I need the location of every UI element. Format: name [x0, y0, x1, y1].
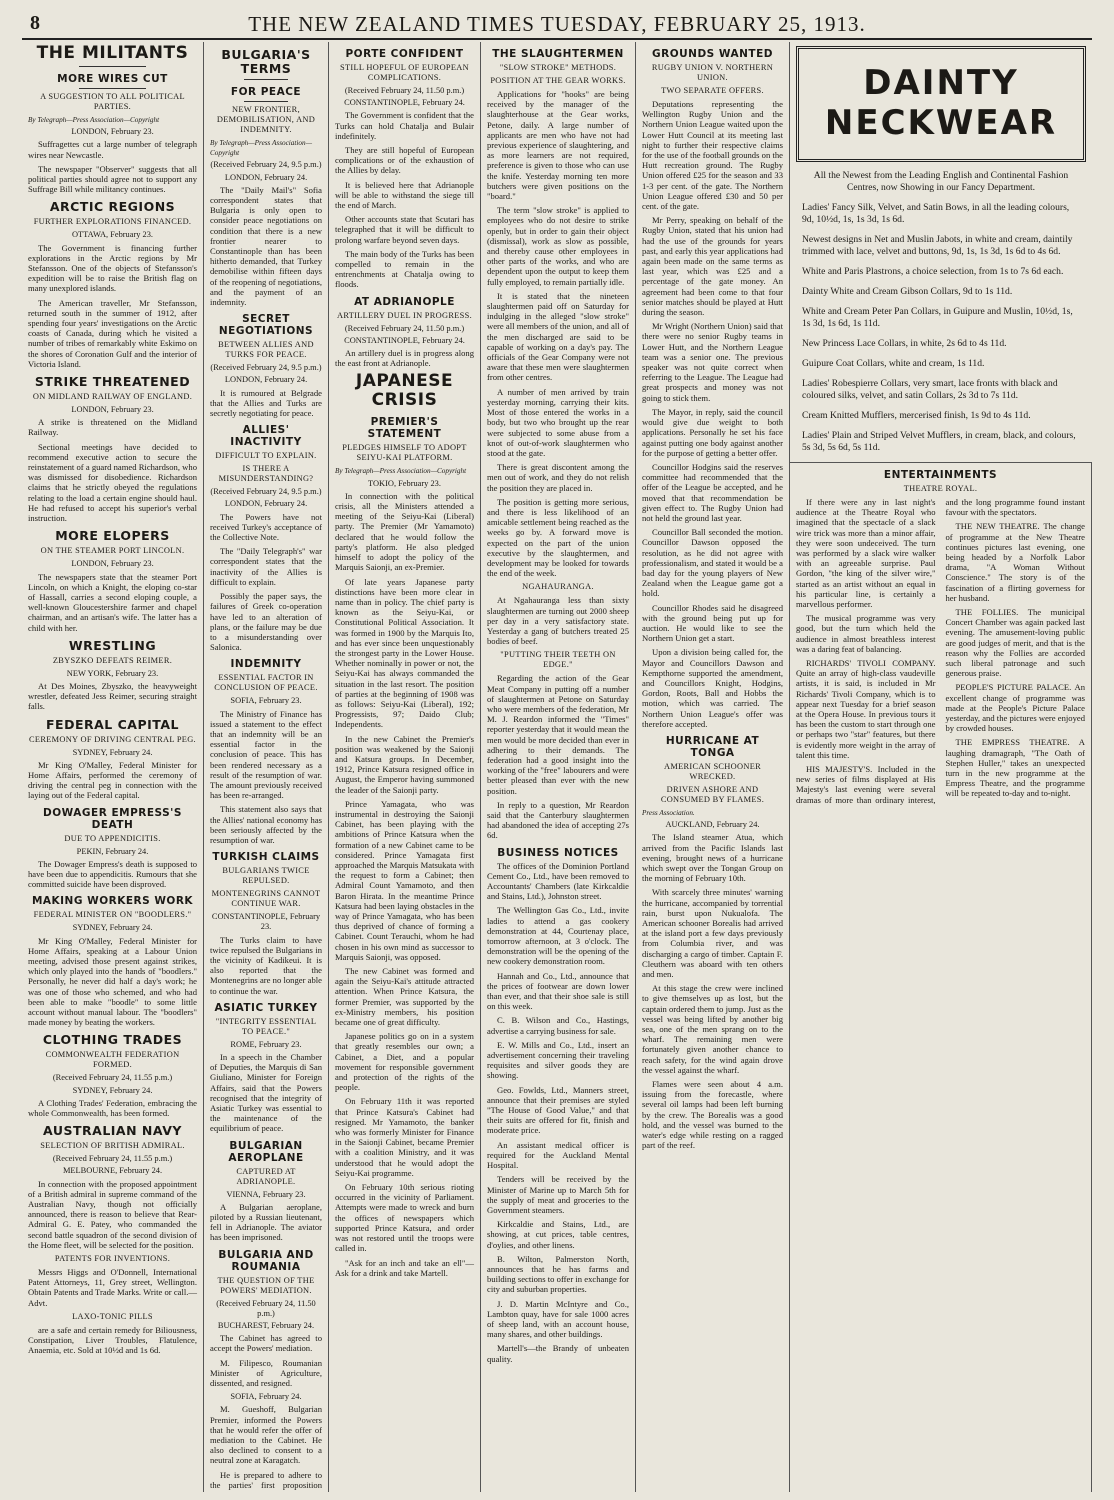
headline-business: BUSINESS NOTICES	[497, 846, 619, 859]
paragraph: Mr Perry, speaking on behalf of the Rugby Union, stated that his union had had the use of the grounds for years past, and early this year applications had again been made on the same terms as last year, which was £25 and a percentage of the gate money. An agreement had been come to that four senior matches should be played at Hutt during the season.	[642, 215, 783, 318]
paragraph: Other accounts state that Scutari has telegraphed that it will be difficult to prolong warfare beyond seven days.	[335, 214, 474, 245]
byline: By Telegraph—Press Association—Copyright	[210, 139, 312, 158]
byline: Press Association.	[642, 808, 695, 817]
deck: MONTENEGRINS CANNOT CONTINUE WAR.	[211, 889, 321, 909]
headline-elopers: MORE ELOPERS	[55, 528, 170, 544]
paragraph: The Cabinet has agreed to accept the Powers' mediation.	[210, 1333, 322, 1354]
paragraph: The Turks claim to have twice repulsed the Bulgarians in the vicinity of Kadikeui. It is also reported that the Montenegrins are no longer able to continue the war.	[210, 934, 322, 996]
headline-allies: ALLIES' INACTIVITY	[230, 424, 302, 449]
headline-militants: THE MILITANTS	[36, 43, 189, 63]
headline-laxo: LAXO-TONIC PILLS	[72, 1311, 153, 1321]
byline: By Telegraph—Press Association—Copyright	[335, 467, 467, 476]
deck: ARTILLERY DUEL IN PROGRESS.	[337, 310, 472, 320]
headline-asiatic: ASIATIC TURKEY	[214, 1001, 318, 1014]
paragraph: The Powers have not received Turkey's acceptance of the Collective Note.	[210, 511, 322, 543]
deck: BULGARIANS TWICE REPULSED.	[222, 866, 310, 886]
deck: ON MIDLAND RAILWAY OF ENGLAND.	[32, 392, 193, 402]
paragraph: Mr Wright (Northern Union) said that there were no senior Rugby teams in Lower Hutt, and the Northern League team was a senior one. The previous speaker was not quite correct when referring to the League. The League had great prospects and money was not going to stick them.	[642, 321, 783, 403]
deck: DIFFICULT TO EXPLAIN.	[215, 451, 317, 461]
ad-intro: All the Newest from the Leading English and Continental Fashion Centres, now Showing in our Fancy Department.	[813, 170, 1069, 193]
headline-indemnity: INDEMNITY	[230, 658, 302, 671]
headline-entertainments: ENTERTAINMENTS	[883, 469, 998, 481]
received-line: (Received February 24, 11.50 p.m.)	[216, 1298, 316, 1318]
headline-federal-capital: FEDERAL CAPITAL	[46, 716, 179, 732]
paragraph: Possibly the paper says, the failures of Greek co-operation have led to an alteration of plans, or the failure may be due to a misunderstanding over Salonica.	[210, 591, 322, 653]
headline-grounds: GROUNDS WANTED	[652, 48, 773, 60]
paragraph: The offices of the Dominion Portland Cement Co., Ltd., have been removed to Accountants' Chambers (late Kirkcaldie and Stains, Ltd.), Johnston street.	[487, 860, 629, 902]
dateline: ROME, February 23.	[230, 1039, 302, 1049]
paragraph: The term "slow stroke" is applied to employees who do not desire to strike openly, but in order to gain their object (dismissal), work as slow as possible, and thereby cause other employees in other parts of the works, and who are dependent upon the output to keep them fully employed, to remain partially idle.	[487, 205, 629, 287]
dateline: SOFIA, February 23.	[230, 696, 302, 706]
ad-item: Cream Knitted Mufflers, mercerised finish, 1s 9d to 4s 11d.	[802, 410, 1031, 421]
paragraph: Sectional meetings have decided to recommend executive action to secure the reinstatement of a guard named Richardson, who was dismissed for disobedience. Richardson claims that he strictly obeyed the regulations relating to the load a certain engine should haul. He had refused to accept his superior's verbal instruction.	[28, 441, 197, 524]
ad-item: Newest designs in Net and Muslin Jabots, in white and cream, daintily trimmed with lace, velvet and buttons, 9d, 1s, 1s 3d, 1s 6d to 4s 6d.	[802, 234, 1073, 257]
masthead	[22, 6, 1092, 40]
deck: AMERICAN SCHOONER WRECKED.	[664, 761, 761, 781]
deck: RUGBY UNION V. NORTHERN UNION.	[651, 63, 774, 82]
paragraph: M. Filipesco, Roumanian Minister of Agriculture, dissented, and resigned.	[210, 1357, 322, 1389]
dateline: VIENNA, February 23.	[226, 1189, 306, 1199]
paragraph: If there were any in last night's audience at the Theatre Royal who imagined that the spectacle of a slack wire trick was more than a minor affair, they were soon undeceived. The turn was performed by a slack wire walker with an agreeable surprise. Paul Gordon, "the king of the silver wire," started as an artist without an equal in his particular line, is certainly a marvellous performer.	[796, 497, 936, 610]
paragraph: There is great discontent among the men out of work, and they do not relish the position they are placed in.	[487, 462, 629, 493]
paragraph: Regarding the action of the Gear Meat Company in putting off a number of slaughtermen at Petone on Saturday who were members of the federation, Mr M. J. Reardon informed the "Times" reporter yesterday that it would mean the men would be more decided than ever in adhering to their demands. The federation had a good insight into the working of the "free" labourers and were better pleased than ever with the new position.	[487, 673, 629, 796]
paragraph: RICHARDS' TIVOLI COMPANY. Quite an array of high-class vaudeville artists, it is said, is included in Mr Richards' Tivoli Company, which is to appear next Tuesday for a brief season at the Opera House. In previous tours it has been the custom to start through one or perhaps two "star" features, but there is evidently more weight in the array of talent this time.	[796, 658, 936, 760]
deck: COMMONWEALTH FEDERATION FORMED.	[45, 1050, 180, 1070]
deck: ON THE STEAMER PORT LINCOLN.	[40, 546, 185, 556]
paragraph: It is rumoured at Belgrade that the Allies and Turks are secretly negotiating for peace.	[210, 387, 322, 419]
headline-teeth: "PUTTING THEIR TEETH ON EDGE."	[500, 650, 616, 670]
deck: IS THERE A MISUNDERSTANDING?	[218, 464, 314, 484]
headline-patents: PATENTS FOR INVENTIONS.	[54, 1254, 171, 1264]
deck: POSITION AT THE GEAR WORKS.	[490, 76, 626, 85]
headline-bulgaria-terms: BULGARIA'S TERMS	[221, 47, 311, 76]
paragraph: Geo. Fowlds, Ltd., Manners street, announce that their premises are styled "The House of Good Value," and that their suits are offered for fit, finish and moderate price.	[487, 1084, 629, 1136]
paragraph: The newspaper "Observer" suggests that all political parties should agree not to support any Suffrage Bill while militancy continues.	[28, 163, 197, 195]
paragraph: It is stated that the nineteen slaughtermen paid off on Saturday for indulging in the alleged "slow stroke" were all members of the union, and all of the men discharged are said to be capable of working on a day's pay. The officials of the Gear Company were not aware that these men were slaughtermen from other centres.	[487, 290, 629, 383]
ad-item: Ladies' Fancy Silk, Velvet, and Satin Bows, in all the leading colours, 9d, 10½d, 1s, 1s 3d, 1s 6d.	[802, 202, 1070, 225]
headline-adrianople: AT ADRIANOPLE	[354, 295, 455, 308]
paragraph: On February 11th it was reported that Prince Katsura's Cabinet had resigned. Mr Yamamoto, the banker who was formerly Minister for Finance in the Saionji Cabinet, became Premier with a coalition Ministry, and it was understood that he would adopt the Seiyu-Kai programme.	[335, 1096, 474, 1178]
neckwear-advertisement	[790, 42, 1092, 462]
advert-line: "Ask for an inch and take an ell"—Ask for a drink and take Martell.	[335, 1257, 474, 1278]
column-1	[22, 42, 204, 1492]
subhead: FOR PEACE	[230, 86, 302, 98]
paragraph: The "Daily Telegraph's" war correspondent states that the inactivity of the Allies is difficult to explain.	[210, 546, 322, 587]
ad-item: Ladies' Plain and Striped Velvet Mufflers, in cream, black, and colours, 5s 3d, 5s 6d, 5s 11d.	[802, 430, 1076, 453]
dateline: LONDON, February 24.	[224, 499, 308, 509]
deck: THEATRE ROYAL.	[903, 484, 978, 493]
paragraph: The newspapers state that the steamer Port Lincoln, on which a Knight, the eloping co-star of Hassall, carries a second eloping couple, a well-known Gloucestershire farmer and chapel chairman, and an artisan's wife. The latter has a child with her.	[28, 571, 197, 633]
paragraph: The main body of the Turks has been compelled to remain in the entrenchments at Chatalja owing to floods.	[335, 248, 474, 290]
byline: By Telegraph—Press Association—Copyright	[28, 116, 160, 124]
ad-item: White and Cream Peter Pan Collars, in Guipure and Muslin, 10½d, 1s, 1s 3d, 1s 6d, 1s 11d.	[802, 306, 1073, 329]
column-3	[329, 42, 481, 1492]
paragraph: It is believed here that Adrianople will be able to withstand the siege till the end of March.	[335, 179, 474, 211]
advert-line: Martell's—the Brandy of unbeaten quality.	[487, 1343, 629, 1364]
paragraph: Councillor Rhodes said he disagreed with the ground being put up for auction. He would like to see the Northern Union get a start.	[642, 602, 783, 644]
paragraph: He is prepared to adhere to the parties' first proposition	[210, 1469, 322, 1490]
ad-item: Guipure Coat Collars, white and cream, 1s 11d.	[802, 358, 985, 369]
dateline: BUCHAREST, February 24.	[217, 1321, 315, 1331]
headline-workers: MAKING WORKERS WORK	[31, 895, 194, 908]
headline-porte: PORTE CONFIDENT	[345, 48, 464, 60]
paragraph: Kirkcaldie and Stains, Ltd., are showing, at cut prices, table centres, d'oylies, and other linens.	[487, 1219, 629, 1250]
paragraph: A number of men arrived by train yesterday morning, carrying their kits. Most of those entered the works in a body, but two who brought up the rear were subjected to some abuse from a knot of out-of-work slaughtermen who stood at the gate.	[487, 386, 629, 458]
paragraph: With scarcely three minutes' warning the hurricane, accompanied by torrential rain, burst upon Nukualofa. The American schooner Borealis had arrived at the island port a few days previously from Columbia river, and was discharging a cargo of timber. Captain F. Cleuthern was aboard with ten others and men.	[642, 887, 783, 980]
ad-item: Dainty White and Cream Gibson Collars, 9d to 1s 11d.	[802, 286, 1013, 297]
dateline: AUCKLAND, February 24.	[665, 820, 760, 830]
entertainment-columns	[796, 497, 1085, 805]
dateline: CONSTANTINOPLE, February 24.	[344, 335, 465, 345]
paragraph: A Clothing Trades' Federation, embracing the whole Commonwealth, has been formed.	[28, 1097, 197, 1118]
ad-item: Ladies' Robespierre Collars, very smart, lace fronts with black and coloured silks, velvet, and satin Collars, 2s 3d to 7s 11d.	[802, 378, 1058, 401]
paragraph: J. D. Martin McIntyre and Co., Lambton quay, have for sale 1000 acres of sheep land, with an account house, many shares, and other buildings.	[487, 1298, 629, 1340]
deck: A SUGGESTION TO ALL POLITICAL PARTIES.	[40, 92, 185, 111]
paragraph: A Bulgarian aeroplane, piloted by a Russian lieutenant, fell in Adrianople. The aviator has been imprisoned.	[210, 1201, 322, 1243]
paragraph: The Island steamer Atua, which arrived from the Pacific Islands last evening, brought news of a hurricane which swept over the Tongan Group on the morning of February 10th.	[642, 832, 783, 884]
headline-hurricane: HURRICANE AT TONGA	[665, 734, 760, 759]
received-line: (Received February 24, 9.5 p.m.)	[210, 160, 322, 170]
paragraph: Tenders will be received by the Minister of Marine up to March 5th for the supply of meat and groceries to the Government steamers.	[487, 1174, 629, 1215]
paragraph: The Government is financing further explorations in the Arctic regions by Mr Stefansson. One of the objects of Stefansson's expedition will be to raise the British flag on many unexplored islands.	[28, 242, 197, 294]
deck: CAPTURED AT ADRIANOPLE.	[236, 1166, 296, 1186]
dateline: SYDNEY, February 24.	[72, 923, 153, 933]
paragraph: In a speech in the Chamber of Deputies, the Marquis di San Giuliano, Minister for Foreign Affairs, said that the Powers recognised that the integrity of Asiatic Turkey was essential to the maintenance of the equilibrium of peace.	[210, 1051, 322, 1134]
subhead: MORE WIRES CUT	[57, 73, 168, 85]
paragraph: They are still hopeful of European complications or of the exhaustion of the Allies by delay.	[335, 145, 474, 176]
paragraph: Of late years Japanese party distinctions have been more clear in name than in policy. The chief party is known as the Seiyu-Kai, or Constitutional Political Association. It was formed in 1900 by the Marquis Ito, and has ever since been unquestionably the strongest party in the Lower House. Whether nominally in power or not, the Seiyu-Kai has always commanded the situation in the last resort. The position of parties at the beginning of 1908 was as follows: Seiyu-Kai (Liberal), 192; Progressists, 97; Daido Club; Independents.	[335, 576, 474, 730]
received-line: (Received February 24, 9.5 p.m.)	[210, 487, 322, 497]
deck: CEREMONY OF DRIVING CENTRAL PEG.	[29, 734, 196, 744]
headline-aeroplane: BULGARIAN AEROPLANE	[228, 1139, 304, 1164]
paragraph: In connection with the political crisis, all the Ministers attended a meeting of the Seiyu-Kai (Liberal) party. The Premier (Mr Yamamoto) declared that he would follow the party's platform. He also pledged himself to adopt the policy of the Marquis Saionji, an ex-Premier.	[335, 490, 474, 573]
headline-strike: STRIKE THREATENED	[34, 374, 191, 390]
newspaper-title: THE NEW ZEALAND TIMES TUESDAY, FEBRUARY 25, 1913.	[248, 12, 866, 36]
deck: "SLOW STROKE" METHODS.	[499, 63, 617, 72]
received-line: (Received February 24, 11.50 p.m.)	[344, 323, 465, 333]
dateline: CONSTANTINOPLE, February 23.	[211, 912, 321, 932]
paragraph: Councillor Hodgins said the reserves committee had recommended that the offer of the League be accepted, and he moved that that recommendation be given effect to. The Rugby Union had not held the ground last year.	[642, 461, 783, 523]
paragraph: In reply to a question, Mr Reardon said that the Canterbury slaughtermen had abandoned the idea of accepting 27s 6d.	[487, 799, 629, 841]
dateline: LONDON, February 23.	[71, 559, 154, 569]
paragraph: Flames were seen about 4 a.m. issuing from the forecastle, where several oil lamps had been left burning by the crew. The Borealis was a good hold, and the vessel was burned to the water's edge while resting on a ragged part of the reef.	[642, 1079, 783, 1151]
paragraph: An artillery duel is in progress along the east front at Adrianople.	[335, 348, 474, 369]
deck: "INTEGRITY ESSENTIAL TO PEACE."	[215, 1016, 317, 1036]
ad-border	[796, 46, 1086, 162]
paragraph: The position is getting more serious, and there is less likelihood of an amicable settlement being reached as the weeks go by. A forward move is expected on the part of the union executive by the slaughtermen, and development may be looked for towards the end of the week.	[487, 496, 629, 579]
received-line: (Received February 24, 11.55 p.m.)	[52, 1073, 173, 1083]
column-5	[636, 42, 790, 1492]
paragraph: At Ngahauranga less than sixty slaughtermen are turning out 2000 sheep per day in a very satisfactory state. Yesterday a gang of butchers treated 25 bodies of beef.	[487, 595, 629, 647]
paragraph: The "Daily Mail's" Sofia correspondent states that Bulgaria is only open to consider peace negotiations on condition that there is a new frontier nearer to Constantinople than has been hitherto demanded, that Turkey demobilise within fifteen days of the reopening of negotiations, and the payment of an indemnity.	[210, 184, 322, 308]
deck: ZBYSZKO DEFEATS REIMER.	[52, 655, 173, 665]
deck: SELECTION OF BRITISH ADMIRAL.	[40, 1141, 185, 1151]
paragraph: The Government is confident that the Turks can hold Chatalja and Bulair indefinitely.	[335, 110, 474, 141]
column-6	[790, 462, 1092, 1492]
paragraph: B. Wilton, Palmerston North, announces that he has farms and building sections to offer in exchange for city and suburban properties.	[487, 1253, 629, 1295]
dateline: NEW YORK, February 23.	[66, 668, 159, 678]
headline-slaughtermen: THE SLAUGHTERMEN	[492, 48, 624, 60]
deck: DRIVEN ASHORE AND CONSUMED BY FLAMES.	[660, 784, 765, 804]
deck: TWO SEPARATE OFFERS.	[661, 86, 764, 95]
headline-roumania: BULGARIA AND ROUMANIA	[218, 1248, 314, 1273]
ad-item: White and Paris Plastrons, a choice selection, from 1s to 7s 6d each.	[802, 266, 1064, 277]
received-line: (Received February 24, 9.5 p.m.)	[210, 363, 322, 373]
paragraph: Japanese politics go on in a system that greatly resembles our own; a Cabinet, a Diet, and a popular movement for responsible government and protection of the rights of the people.	[335, 1031, 474, 1093]
paragraph: An assistant medical officer is required for the Auckland Mental Hospital.	[487, 1139, 629, 1171]
paragraph: C. B. Wilson and Co., Hastings, advertise a carrying business for sale.	[487, 1015, 629, 1036]
dateline: LONDON, February 24.	[224, 172, 308, 182]
paragraph: PEOPLE'S PICTURE PALACE. An excellent change of programme was made at the People's Picture Palace yesterday, and the pictures were enjoyed by crowded houses.	[945, 682, 1085, 734]
paragraph: A strike is threatened on the Midland Railway.	[28, 417, 197, 438]
paragraph: On February 10th serious rioting occurred in the vicinity of Parliament. Attempts were made to wreck and burn the offices of newspapers which supported Prince Katsura, and order was not restored until the troops were called in.	[335, 1182, 474, 1254]
dateline: LONDON, February 23.	[71, 405, 154, 415]
subhead: PREMIER'S STATEMENT	[367, 416, 442, 441]
deck: DUE TO APPENDICITIS.	[64, 833, 161, 843]
dateline: LONDON, February 24.	[224, 375, 308, 385]
deck: FEDERAL MINISTER ON "BOODLERS."	[33, 910, 192, 920]
headline-arctic: ARCTIC REGIONS	[49, 199, 176, 215]
paragraph: Mr King O'Malley, Federal Minister for Home Affairs, speaking at a Labour Union meeting, advised those present against strikes, which only played into the hands of "boodlers." Personally, he never did half a day's work; he was one of those who schemed, and who had been able to make "boodle" to some little account without manual labour. The "boodlers" made money by beating the workers.	[28, 935, 197, 1028]
ad-title: DAINTY NECKWEAR	[824, 63, 1058, 143]
paragraph: HIS MAJESTY'S. Included in the new series of films displayed at His Majesty's last evening were several dramas of more than ordinary interest, and the long programme found instant favour with the spectators.	[796, 497, 1085, 805]
dateline: SYDNEY, February 24.	[72, 747, 153, 757]
deck: THE QUESTION OF THE POWERS' MEDIATION.	[217, 1275, 315, 1295]
paragraph: Suffragettes cut a large number of telegraph wires near Newcastle.	[28, 139, 197, 160]
paragraph: THE EMPRESS THEATRE. A laughing dramagraph, "The Oath of Stephen Huller," takes an unexpected turn in the new programme at the Empress Theatre, and the programme will be repeated to-day and to-night.	[945, 737, 1085, 799]
ad-item: New Princess Lace Collars, in white, 2s 6d to 4s 11d.	[802, 338, 1007, 349]
paragraph: At this stage the crew were inclined to give themselves up as lost, but the captain ordered them to jump. Just as the vessel was being lifted by another big sea, one of the men sprang on to the wharf. The remaining men were fortunately given another chance to reach safety, for the wind again drove the vessel against the wharf.	[642, 983, 783, 1075]
ad-items	[790, 202, 1092, 454]
paragraph: In the new Cabinet the Premier's position was weakened by the Saionji and Katsura groups. In December, 1912, Prince Katsura resigned office in August, the Emperor having summoned the leader of the Saionji party.	[335, 733, 474, 795]
paragraph: are a safe and certain remedy for Biliousness, Constipation, Liver Troubles, Flatulence, Anaemia, etc. Sold at 10½d and 1s 6d.	[28, 1324, 197, 1356]
paragraph: E. W. Mills and Co., Ltd., insert an advertisement concerning their traveling requisites and silver goods they are showing.	[487, 1039, 629, 1081]
deck: NEW FRONTIER, DEMOBILISATION, AND INDEMNITY.	[216, 105, 316, 134]
paragraph: THE NEW THEATRE. The change of programme at the New Theatre continues pictures last evening, one being headed by a Norfolk Labor drama, "A Woman Without Conscience." The story is of the fascination of a flirting governess for her husband.	[945, 521, 1085, 603]
paragraph: This statement also says that the Allies' national economy has been seriously affected by the resumption of war.	[210, 804, 322, 845]
paragraph: The Dowager Empress's death is supposed to have been due to appendicitis. Rumours that she committed suicide have been disproved.	[28, 858, 197, 890]
paragraph: In connection with the proposed appointment of a British admiral in supreme command of the Australian Navy, though not officially announced, there is reason to believe that Rear-Admiral G. E. Patey, who commanded the second battle squadron of the second division of the Home fleet, will be selected for the position.	[28, 1178, 197, 1250]
received-line: (Received February 24, 11.50 p.m.)	[344, 86, 465, 95]
page-number: 8	[30, 12, 40, 34]
column-2	[204, 42, 329, 1492]
column-4	[481, 42, 636, 1492]
headline-japanese-crisis: JAPANESE CRISIS	[355, 371, 454, 411]
paragraph: The Ministry of Finance has issued a statement to the effect that an indemnity will be an essential factor in the conclusion of peace. This has been rendered necessary as a result of the resumption of war. The amount previously received has been re-arranged.	[210, 708, 322, 801]
paragraph: The musical programme was very good, but the turn which held the audience in almost breathless interest was a daring feat of balancing.	[796, 613, 936, 654]
paragraph: Deputations representing the Wellington Rugby Union and the Northern Union League waited upon the Lower Hutt Council at its meeting last night to further their respective claims for the use of the football grounds on the Hutt recreation ground. The Rugby Union offered £25 for the season and 33 1-3 per cent. of the gate. The Northern Union League offered £30 and 50 per cent. of the gate.	[642, 99, 783, 212]
deck: FURTHER EXPLORATIONS FINANCED.	[33, 217, 192, 227]
headline-secret: SECRET NEGOTIATIONS	[218, 313, 314, 338]
paragraph: Councillor Ball seconded the motion. Councillor Dawson opposed the resolution, as he did not agree with professionalism, and stated it would be a bad day for the young players of New Zealand when the League game got a hold.	[642, 527, 783, 599]
headline-wrestling: WRESTLING	[68, 637, 157, 653]
dateline: PEKIN, February 24.	[76, 846, 149, 856]
deck: PLEDGES HIMSELF TO ADOPT SEIYU-KAI PLATFORM.	[342, 443, 467, 463]
paragraph: Hannah and Co., Ltd., announce that the prices of footwear are down lower than ever, and that their shoe sale is still on this week.	[487, 970, 629, 1012]
paragraph: The Wellington Gas Co., Ltd., invite ladies to attend a gas cookery demonstration at 44, Courtenay place, tomorrow afternoon, at 3 o'clock. The demonstration will be the opening of the new cookery demonstration room.	[487, 905, 629, 967]
deck: ESSENTIAL FACTOR IN CONCLUSION OF PEACE.	[214, 673, 318, 693]
paragraph: M. Gueshoff, Bulgarian Premier, informed the Powers that he would refer the offer of mediation to the Cabinet. He also declined to consent to a neutral zone at Karagatch.	[210, 1404, 322, 1466]
dateline: MELBOURNE, February 24.	[62, 1166, 163, 1176]
paragraph: Applications for "hooks" are being received by the manager of the slaughterhouse at the Gear works, Petone, daily. A large number of applicants are men who have not had previous experience of slaughtering, and as more learners are not required, preference is given to those who can use the knife. Yesterday morning ten more butchers were given positions on the "board."	[487, 89, 629, 202]
dateline: SYDNEY, February 24.	[72, 1085, 153, 1095]
paragraph: The new Cabinet was formed and again the Seiyu-Kai's attitude attracted attention. When Prince Katsura, the former Premier, was supported by the ex-Ministry members, his position became one of great difficulty.	[335, 966, 474, 1028]
headline-ngahauranga: NGAHAURANGA.	[522, 582, 594, 592]
paragraph: Prince Yamagata, who was instrumental in destroying the Saionji Cabinet, has been playing with the ambitions of Prince Katsura when the formation of a new Cabinet came to be considered. Prince Yamagata first approached the Marquis Matsukata with the request to form a Cabinet; then Admiral Count Yamamoto, and then Baron Hirata. In the meantime Prince Katsura had been laying obstacles in the way of Prince Yamagata, who has been thus deprived of chance of forming a Cabinet. Count Terauchi, whom he had chosen in his own mind as successor to Marquis Saionji, was opposed.	[335, 798, 474, 962]
paragraph: Upon a division being called for, the Mayor and Councillors Dawson and Kempthorne supported the amendment, and Councillors Knight, Hodgins, Gordon, Roots, Ball and Hobbs the motion, which was carried. The Northern Union League's offer was therefore accepted.	[642, 647, 783, 729]
headline-turkish-claims: TURKISH CLAIMS	[212, 851, 320, 864]
paragraph: Messrs Higgs and O'Donnell, International Patent Attorneys, 11, Grey street, Wellington. Obtain Patents and Trade Marks. Write or call.—Advt.	[28, 1267, 197, 1308]
headline-navy: AUSTRALIAN NAVY	[43, 1123, 182, 1139]
dateline: LONDON, February 23.	[71, 127, 154, 137]
dateline: CONSTANTINOPLE, February 24.	[344, 98, 465, 108]
deck: STILL HOPEFUL OF EUROPEAN COMPLICATIONS.	[339, 63, 470, 82]
dateline: TOKIO, February 23.	[368, 478, 441, 488]
paragraph: The American traveller, Mr Stefansson, returned south in the summer of 1912, after spending four years' investigations on the Arctic coasts of Canada, during which he visited a number of tribes of remarkably white Eskimo on the shores of Coronation Gulf and the interior of Victoria Island.	[28, 297, 197, 369]
headline-dowager: DOWAGER EMPRESS'S DEATH	[43, 806, 182, 831]
dateline: SOFIA, February 24.	[230, 1392, 302, 1402]
paragraph: The Mayor, in reply, said the council would give due weight to both applications. Personally he set his face against putting one body against another for the purpose of getting a better offer.	[642, 406, 783, 458]
deck: BETWEEN ALLIES AND TURKS FOR PEACE.	[218, 340, 314, 360]
headline-clothing: CLOTHING TRADES	[42, 1032, 183, 1048]
paragraph: At Des Moines, Zbyszko, the heavyweight wrestler, defeated Jess Reimer, securing straight falls.	[28, 680, 197, 712]
received-line: (Received February 24, 11.55 p.m.)	[52, 1154, 173, 1164]
paragraph: THE FOLLIES. The municipal Concert Chamber was again packed last evening. The amusement-loving public are good judges of merit, and that is the reason why the Follies are accorded such liberal patronage and such generous praise.	[945, 607, 1085, 679]
paragraph: Mr King O'Malley, Federal Minister for Home Affairs, performed the ceremony of driving the central peg in connection with the laying out of the Federal capital.	[28, 759, 197, 801]
dateline: OTTAWA, February 23.	[72, 230, 153, 240]
